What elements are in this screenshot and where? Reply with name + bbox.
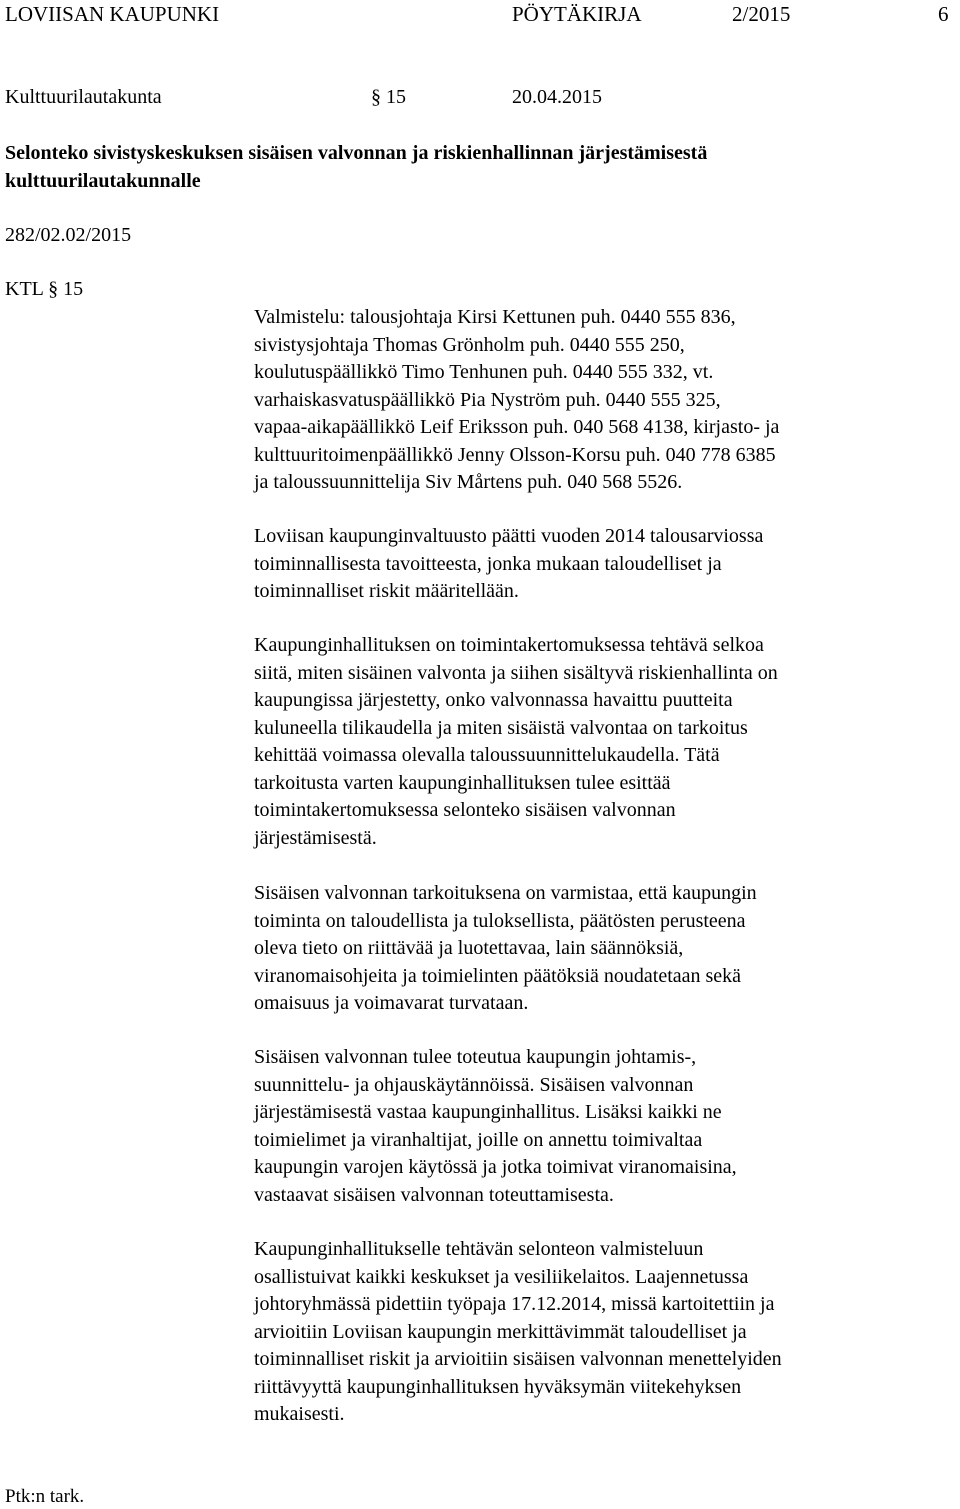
body-paragraph (254, 880, 954, 1018)
paragraph-line: Loviisan kaupunginvaltuusto päätti vuoden 2014 talousarviossa (254, 525, 764, 547)
paragraph-line: järjestämisestä vastaa kaupunginhallitus. Lisäksi kaikki ne (254, 1101, 722, 1123)
section-number: § 15 (371, 86, 406, 108)
paragraph-line: varhaiskasvatuspäällikkö Pia Nyström puh. 0440 555 325, (254, 388, 721, 411)
header-doc-type: PÖYTÄKIRJA (512, 2, 642, 26)
body-paragraph (254, 523, 954, 606)
meeting-date: 20.04.2015 (512, 86, 602, 108)
paragraph-line: Kaupunginhallitukselle tehtävän selonteon valmisteluun (254, 1238, 704, 1260)
paragraph-line: tarkoitusta varten kaupunginhallituksen tulee esittää (254, 771, 671, 794)
paragraph-line: vastaavat sisäisen valvonnan toteuttamisesta. (254, 1183, 614, 1206)
paragraph-line: koulutuspäällikkö Timo Tenhunen puh. 0440 555 332, vt. (254, 361, 714, 383)
paragraph-line: osallistuivat kaikki keskukset ja vesiliikelaitos. Laajennetussa (254, 1265, 749, 1288)
paragraph-line: johtoryhmässä pidettiin työpaja 17.12.2014, missä kartoitettiin ja (254, 1293, 775, 1315)
paragraph-line: toimielimet ja viranhaltijat, joille on annettu toimivaltaa (254, 1128, 703, 1151)
header-doc-number: 2/2015 (732, 2, 791, 26)
paragraph-line: Sisäisen valvonnan tarkoituksena on varmistaa, että kaupungin (254, 882, 757, 904)
paragraph-line: suunnittelu- ja ohjauskäytännöissä. Sisäisen valvonnan (254, 1073, 694, 1096)
body-paragraph (254, 1236, 954, 1429)
paragraph-line: riittävyyttä kaupunginhallituksen hyväksymän viitekehyksen (254, 1375, 742, 1398)
agenda-title-line-2: kulttuurilautakunnalle (5, 170, 201, 192)
agenda-title-line-1: Selonteko sivistyskeskuksen sisäisen valvonnan ja riskienhallinnan järjestämisestä (5, 142, 708, 164)
paragraph-line: toiminnalliset riskit määritellään. (254, 580, 519, 602)
body-paragraph (254, 1044, 954, 1209)
paragraph-line: oleva tieto on riittävää ja luotettavaa, lain säännöksiä, (254, 937, 684, 959)
minutes-checker-footer: Ptk:n tark. (5, 1486, 85, 1507)
paragraph-line: Sisäisen valvonnan tulee toteutua kaupungin johtamis-, (254, 1046, 697, 1068)
paragraph-line: kaupungin varojen käytössä ja jotka toimivat viranomaisina, (254, 1156, 737, 1178)
paragraph-line: toiminnallisesta tavoitteesta, jonka mukaan taloudelliset ja (254, 552, 722, 575)
reference-number: 282/02.02/2015 (5, 224, 132, 246)
paragraph-line: viranomaisohjeita ja toimielinten päätöksiä noudatetaan sekä (254, 964, 742, 987)
preparation-paragraph (254, 304, 954, 497)
header-org: LOVIISAN KAUPUNKI (5, 2, 220, 26)
paragraph-line: järjestämisestä. (254, 826, 377, 849)
paragraph-line: Valmistelu: talousjohtaja Kirsi Kettunen puh. 0440 555 836, (254, 306, 736, 328)
paragraph-line: kehittää voimassa olevalla taloussuunnittelukaudella. Tätä (254, 744, 720, 766)
ktl-section: KTL § 15 (5, 278, 84, 300)
paragraph-line: mukaisesti. (254, 1403, 345, 1425)
paragraph-line: arvioitiin Loviisan kaupungin merkittävimmät taloudelliset ja (254, 1320, 747, 1343)
paragraph-line: kulttuuritoimenpäällikkö Jenny Olsson-Korsu puh. 040 778 6385 (254, 443, 776, 466)
paragraph-line: siitä, miten sisäinen valvonta ja siihen sisältyvä riskienhallinta on (254, 661, 778, 684)
paragraph-line: omaisuus ja voimavarat turvataan. (254, 992, 529, 1014)
paragraph-line: kuluneella tilikaudella ja miten sisäistä valvontaa on tarkoitus (254, 716, 748, 739)
paragraph-line: ja taloussuunnittelija Siv Mårtens puh. 040 568 5526. (254, 471, 683, 493)
committee-name: Kulttuurilautakunta (5, 86, 162, 108)
paragraph-line: kaupungissa järjestetty, onko valvonnassa havaittu puutteita (254, 689, 733, 711)
paragraph-line: Kaupunginhallituksen on toimintakertomuksessa tehtävä selkoa (254, 634, 764, 656)
paragraph-line: sivistysjohtaja Thomas Grönholm puh. 0440 555 250, (254, 333, 685, 356)
paragraph-line: toiminta on taloudellista ja tuloksellista, päätösten perusteena (254, 909, 746, 932)
paragraph-line: vapaa-aikapäällikkö Leif Eriksson puh. 040 568 4138, kirjasto- ja (254, 416, 780, 438)
paragraph-line: toimintakertomuksessa selonteko sisäisen valvonnan (254, 799, 676, 821)
body-paragraph (254, 632, 954, 852)
paragraph-line: toiminnalliset riskit ja arvioitiin sisäisen valvonnan menettelyiden (254, 1348, 782, 1370)
header-page-number: 6 (938, 2, 949, 26)
